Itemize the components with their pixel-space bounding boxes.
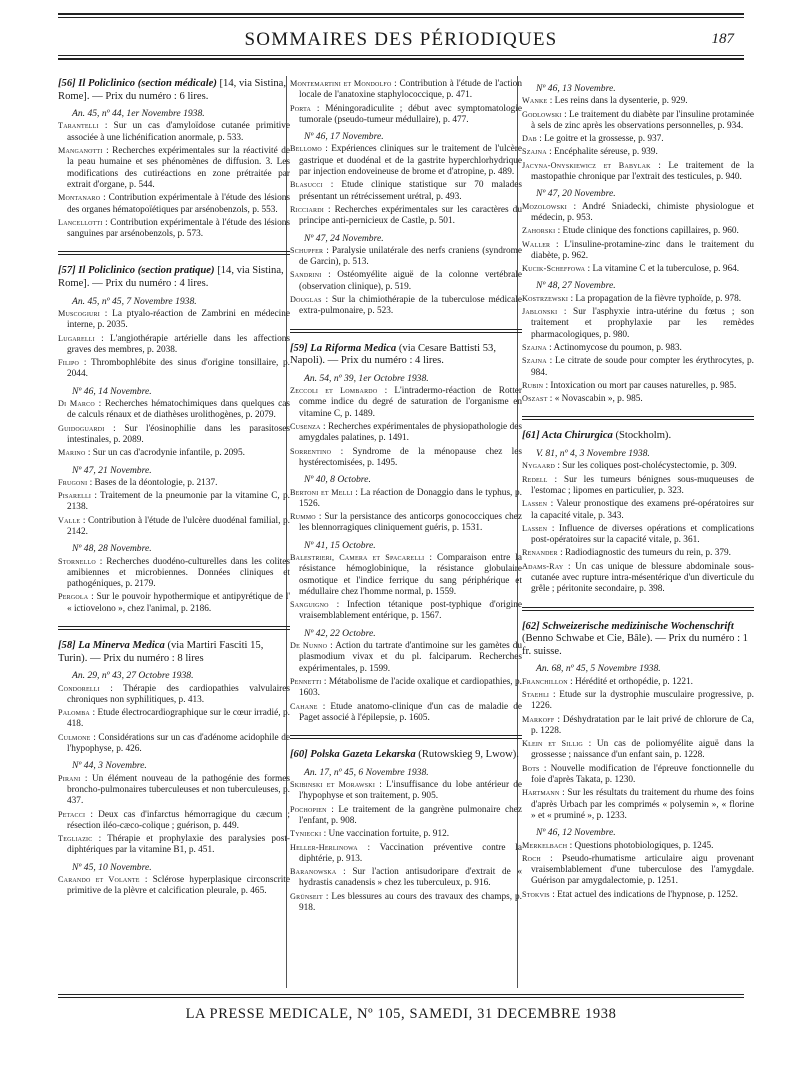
article-text: : Déshydratation par le lait privé de chlorure de Ca, p. 1228. [531, 714, 754, 736]
article-author: Szajna [522, 342, 547, 352]
article-entry [290, 828, 522, 840]
journal-heading [522, 621, 754, 659]
article-author: Pirani [58, 773, 81, 783]
article-entry [290, 842, 522, 866]
article-author: Tarantelli [58, 121, 99, 131]
article-text: : Deux cas d'infarctus hémorragique du cæcum ; résection iléo-cæco-colique ; guérison, p. 449. [67, 809, 290, 831]
article-author: Zeccoli et Lombardo [290, 386, 378, 396]
article-text: : Paralysie unilatérale des nerfs craniens (syndrome de Garcin), p. 513. [299, 245, 522, 268]
article-text: : Sur un cas d'amyloïdose cutanée primitive associée à une lichénification anormale, p. 533. [67, 121, 291, 143]
article-author: Pochopien [290, 804, 327, 814]
article-text: : Sur un cas d'acrodynie infantile, p. 2095. [87, 448, 245, 459]
article-entry [522, 547, 754, 559]
article-author: Petacci [58, 809, 86, 819]
article-author: Bellomo [290, 144, 322, 154]
issue-label: An. 45, nº 44, 1er Novembre 1938. [72, 108, 205, 120]
article-text: : Le traitement du diabète par l'insuline protaminée à sels de zinc après les observations personnelles, p. 934. [531, 109, 754, 131]
article-text: : Sur les tumeurs bénignes sous-muqueuses de l'estomac ; lipomes en particulier, p. 323. [531, 474, 754, 496]
section-separator [522, 416, 754, 420]
journal-details: [14, via Sistina, Rome]. — Prix du numéro : 4 lires. [58, 265, 284, 290]
article-author: Tegliazic [58, 834, 93, 844]
article-entry [290, 487, 522, 511]
article-author: Palomba [58, 708, 90, 718]
article-entry [522, 714, 754, 738]
article-entry [58, 308, 290, 332]
article-text: : Sur les résultats du traitement du rhume des foins d'après Urbach par les comprimés « polysemin », « florine » et « pruminé », p. 1233. [531, 788, 754, 821]
column-1 [58, 78, 290, 903]
article-entry [290, 891, 522, 915]
article-text: : Un cas unique de blessure abdominale sous-cutanée avec rupture intra-mésentérique d'un diverticule du grêle ; péritonite secondaire, p. 398. [531, 561, 754, 595]
article-entry [290, 78, 522, 102]
article-author: Douglas [290, 295, 322, 305]
journal-heading [58, 78, 290, 103]
article-author: Cusenza [290, 422, 321, 432]
article-author: Nygaard [522, 461, 555, 471]
article-author: Ricciardi [290, 204, 324, 214]
page-header [58, 0, 748, 60]
article-author: Lugarelli [58, 333, 95, 343]
issue-label: Nº 46, 12 Novembre. [536, 827, 616, 839]
article-entry [522, 498, 754, 522]
article-entry [290, 245, 522, 269]
article-author: Marino [58, 448, 86, 458]
article-entry [522, 840, 754, 852]
article-entry [58, 423, 290, 447]
article-author: Sorrentino [290, 446, 332, 456]
article-entry [290, 866, 522, 890]
article-entry [290, 204, 522, 228]
article-author: Szajna [522, 356, 547, 366]
article-entry [522, 561, 754, 596]
article-entry [290, 701, 522, 725]
article-text: : Bases de la déontologie, p. 2137. [89, 477, 218, 488]
article-entry [290, 143, 522, 178]
journal-heading [290, 749, 522, 762]
column-2 [290, 78, 522, 919]
article-text: : Contribution à l'étude de l'ulcère duodénal familial, p. 2142. [67, 515, 290, 537]
article-entry [290, 599, 522, 623]
article-author: Adams-Ray [522, 561, 564, 571]
article-text: : La vitamine C et la tuberculose, p. 964. [587, 264, 740, 275]
article-entry [58, 192, 290, 216]
article-entry [522, 160, 754, 184]
article-author: Montemartini et Mondolfo [290, 79, 392, 88]
article-author: Tyniecki [290, 829, 322, 839]
article-text: : La réaction de Donaggio dans le typhus, p. 1526. [299, 487, 523, 509]
article-text: : Etude sur la dystrophie musculaire progressive, p. 1226. [531, 689, 754, 712]
header-rule-top-thin [58, 17, 744, 18]
issue-label: Nº 46, 14 Novembre. [72, 385, 152, 397]
article-text: : Sur les coliques post-cholécystectomie, p. 309. [557, 461, 737, 472]
article-text: : Thrombophlébite des sinus d'origine tonsillaire, p. 2044. [67, 358, 290, 380]
journal-details: (via Cesare Battisti 53, Napoli). — Prix du numéro : 4 lires. [290, 342, 496, 367]
article-text: : Ostéomyélite aiguë de la colonne vertébrale (observation clinique), p. 519. [299, 270, 522, 292]
article-entry [58, 809, 290, 833]
article-author: De Nunno [290, 641, 328, 651]
article-entry [58, 874, 290, 898]
article-author: Renander [522, 548, 558, 558]
article-text: : Infection tétanique post-typhique d'origine vraisemblablement entérique, p. 1567. [299, 600, 523, 622]
article-entry [58, 333, 290, 357]
article-author: Guidoguardi [58, 423, 105, 433]
article-text: : L'angiothérapie artérielle dans les affections graves des membres, p. 2038. [67, 333, 290, 355]
journal-section [290, 78, 522, 318]
article-text: : Métabolisme de l'acide oxalique et cardiopathies, p. 1603. [299, 676, 523, 699]
journal-section [522, 430, 754, 595]
article-author: Stornello [58, 556, 96, 566]
article-entry [522, 355, 754, 379]
section-separator [58, 251, 290, 255]
article-author: Hartmann [522, 788, 560, 798]
journal-title: [57] Il Policlinico (section pratique) [58, 265, 215, 277]
issue-label: An. 45, nº 45, 7 Novembre 1938. [72, 295, 197, 307]
article-author: Kucik-Scheffowa [522, 264, 586, 274]
article-author: Szajna [522, 147, 547, 157]
article-entry [58, 490, 290, 514]
journal-details: (Stockholm). [615, 430, 672, 442]
article-text: : Pseudo-rhumatisme articulaire aigu provenant vraisemblablement d'une tuberculose des l'amygdale. Guérison par amygdalectomie, p. 1251. [531, 853, 754, 887]
article-entry [58, 477, 290, 489]
article-entry [522, 853, 754, 888]
journal-section [290, 343, 522, 725]
article-author: Oszast [522, 394, 548, 404]
issue-label: Nº 47, 21 Novembre. [72, 464, 152, 476]
article-entry [522, 676, 754, 688]
article-entry [58, 732, 290, 756]
issue-label: Nº 46, 17 Novembre. [304, 131, 384, 143]
article-text: : Sur l'action antisudoripare d'extrait de « hydrastis canadensis » chez les tuberculeux, p. 916. [299, 867, 523, 889]
article-entry [522, 787, 754, 822]
article-text: : L'insuline-protamine-zinc dans le traitement du diabète, p. 962. [531, 239, 754, 261]
article-author: Staehli [522, 689, 550, 699]
article-text: : Thérapie des cardiopathies valvulaires chroniques non syphilitiques, p. 413. [67, 683, 290, 705]
article-text: : Encéphalite séreuse, p. 939. [549, 147, 658, 158]
article-text: : Un cas de poliomyélite aiguë dans la grossesse ; naissance d'un enfant sain, p. 1228. [531, 739, 754, 761]
article-author: Stokvis [522, 889, 550, 899]
article-author: Pennetti [290, 676, 322, 686]
issue-label: An. 68, nº 45, 5 Novembre 1938. [536, 663, 661, 675]
article-text: : Contribution expérimentale à l'étude des lésions sanguines par arsénobenzols, p. 573. [67, 217, 291, 240]
article-entry [522, 146, 754, 158]
article-text: : « Novascabin », p. 985. [549, 394, 643, 405]
article-entry [522, 738, 754, 762]
article-entry [290, 294, 522, 318]
issue-label: Nº 48, 27 Novembre. [536, 280, 616, 292]
journal-title: [62] Schweizerische medizinische Wochenschrift [522, 620, 734, 632]
journal-heading [522, 430, 754, 443]
article-author: Blasucci [290, 180, 323, 190]
article-author: Kostrzewski [522, 293, 569, 303]
article-author: Redell [522, 474, 548, 484]
journal-details: [14, via Sistina, Rome]. — Prix du numéro : 6 lires. [58, 78, 287, 102]
article-author: Frugoni [58, 477, 88, 487]
article-author: Grünseit [290, 891, 323, 901]
article-entry [58, 683, 290, 707]
issue-label: Nº 42, 22 Octobre. [304, 627, 376, 639]
journal-section [58, 640, 290, 898]
section-separator [290, 735, 522, 739]
article-text: : Les reins dans la dysenterie, p. 929. [549, 96, 688, 107]
article-text: : André Sniadecki, chimiste physiologue et médecin, p. 953. [531, 201, 754, 223]
issue-label: Nº 48, 28 Novembre. [72, 543, 152, 555]
article-entry [290, 552, 522, 598]
article-entry [522, 95, 754, 107]
article-text: : Recherches expérimentales de physiopathologie des amygdales palatines, p. 1491. [299, 422, 523, 444]
article-text: : Recherches expérimentales sur la réactivité de la peau humaine et ses phénomènes de diffusion. 3. Les modifications des cutiréactions en zone prétraitée par extrait d'organe, p. 544. [67, 146, 290, 190]
article-author: Lancellotti [58, 217, 103, 227]
journal-section [522, 83, 754, 405]
column-3 [522, 78, 754, 906]
article-entry [290, 804, 522, 828]
article-text: : Contribution à l'étude de l'action locale de l'anatoxine staphylococcique, p. 471. [299, 79, 522, 101]
article-text: : Le citrate de soude pour compter les érythrocytes, p. 984. [531, 356, 754, 378]
journal-title: [61] Acta Chirurgica [522, 430, 613, 442]
journal-section [58, 265, 290, 615]
article-entry [522, 293, 754, 305]
header-rule-bottom [58, 55, 744, 56]
article-entry [58, 833, 290, 857]
article-author: Merkelbach [522, 840, 568, 850]
issue-label: Nº 41, 15 Octobre. [304, 539, 376, 551]
issue-label: V. 81, nº 4, 3 Novembre 1938. [536, 448, 650, 460]
article-author: Heller-Herlinowa [290, 842, 358, 852]
issue-label: An. 29, nº 43, 27 Octobre 1938. [72, 670, 194, 682]
issue-label: Nº 45, 10 Novembre. [72, 861, 152, 873]
article-author: Waller [522, 239, 551, 249]
article-entry [58, 357, 290, 381]
article-text: : Le goitre et la grossesse, p. 937. [539, 134, 664, 145]
journal-heading [58, 640, 290, 665]
article-text: : Sclérose hyperplasique circonscrite primitive de la plèvre et calcification pleurale, p. 465. [67, 875, 290, 897]
journal-title: [58] La Minerva Medica [58, 640, 165, 652]
article-entry [522, 474, 754, 498]
article-text: : La propagation de la fièvre typhoïde, p. 978. [570, 293, 742, 304]
article-text: : L'insuffisance du lobe antérieur de l'hypophyse et son traitement, p. 905. [299, 780, 523, 802]
article-text: : Etude clinique des fonctions capillaires, p. 960. [557, 226, 739, 237]
article-text: : Intoxication ou mort par causes naturelles, p. 985. [545, 380, 737, 391]
article-entry [522, 889, 754, 901]
article-text: : Traitement de la pneumonie par la vitamine C, p. 2138. [67, 491, 290, 513]
article-text: : L'intradermo-réaction de Rotter comme indice du degré de saturation de l'organisme en vitamine C, p. 1489. [299, 386, 523, 419]
article-entry [522, 239, 754, 263]
article-entry [522, 460, 754, 472]
article-text: : Recherches hématochimiques dans quelques cas de calculs rénaux et de diathèses urolithogènes, p. 2079. [67, 399, 290, 421]
article-text: : Méningoradiculite ; début avec symptomatologie tumorale (pseudo-tumeur médullaire), p. 477. [299, 103, 522, 125]
article-text: : Nouvelle modification de l'épreuve fonctionnelle du foie d'après Takata, p. 1230. [531, 763, 754, 786]
article-author: Klein et Sillig [522, 739, 583, 749]
article-author: Pisarelli [58, 491, 92, 501]
article-entry [522, 306, 754, 341]
article-entry [290, 179, 522, 203]
article-text: : Sur le pouvoir hypothermique et antipyrétique de l' « ictiovelono », chez l'animal, p. 2186. [67, 592, 290, 614]
journal-details: (Rutowskieg 9, Lwow). [418, 749, 519, 761]
article-text: : Actinomycose du poumon, p. 983. [549, 342, 682, 353]
article-entry [58, 447, 290, 459]
article-entry [290, 640, 522, 675]
article-entry [58, 773, 290, 808]
article-text: : Valeur pronostique des examens pré-opératoires sur la capacité vitale, p. 343. [531, 499, 754, 521]
issue-label: Nº 46, 13 Novembre. [536, 83, 616, 94]
article-entry [522, 133, 754, 145]
article-entry [522, 523, 754, 547]
article-entry [290, 421, 522, 445]
header-rule-bottom-thick [58, 58, 744, 60]
article-entry [58, 398, 290, 422]
article-entry [522, 763, 754, 787]
article-text: : Radiodiagnostic des tumeurs du rein, p. 379. [560, 548, 731, 559]
article-author: Godlowski [522, 109, 562, 119]
article-author: Di Marco [58, 399, 95, 409]
article-entry [290, 446, 522, 470]
journal-title: [56] Il Policlinico (section médicale) [58, 78, 217, 89]
article-entry [290, 779, 522, 803]
article-entry [522, 380, 754, 392]
article-entry [522, 263, 754, 275]
article-entry [58, 707, 290, 731]
article-author: Valle [58, 515, 81, 525]
article-entry [522, 201, 754, 225]
article-author: Jacyna-Onyskiewicz et Babylak [522, 160, 651, 170]
article-author: Skibinski et Morawski [290, 780, 376, 790]
footer-text: LA PRESSE MEDICALE, Nº 105, SAMEDI, 31 DECEMBRE 1938 [185, 1006, 617, 1022]
article-entry [58, 591, 290, 615]
article-text: : Recherches duodéno-culturelles dans les colites amibiennes et microbiennes. Données cliniques et pathogéniques, p. 2179. [67, 556, 290, 590]
article-author: Baranowska [290, 867, 337, 877]
article-entry [290, 511, 522, 535]
article-author: Condorelli [58, 683, 100, 693]
journal-section [290, 749, 522, 914]
issue-label: An. 54, nº 39, 1er Octobre 1938. [304, 372, 429, 384]
article-entry [522, 225, 754, 237]
article-author: Montanaro [58, 193, 101, 203]
article-author: Lassen [522, 523, 548, 533]
article-entry [58, 217, 290, 241]
journal-section [58, 78, 290, 240]
journal-details: (Benno Schwabe et Cie, Bâle). — Prix du numéro : 1 fr. suisse. [522, 633, 748, 657]
article-text: : Expériences cliniques sur le traitement de l'ulcère gastrique et duodénal et de la gastrite hyperchlorhydrique par injection endoveineuse de brome et d'atropine, p. 489. [299, 144, 523, 178]
article-author: Carando et Volante [58, 875, 140, 884]
article-text: : Vaccination préventive contre la diphtérie, p. 913. [299, 842, 522, 864]
article-text: : Etude anatomo-clinique d'un cas de maladie de Paget associé à l'épilepsie, p. 1605. [299, 701, 523, 723]
article-author: Porta [290, 103, 312, 113]
article-entry [522, 689, 754, 713]
article-author: Sanguigno [290, 600, 329, 610]
article-entry [58, 515, 290, 539]
header-rule-top [58, 13, 744, 15]
article-author: Manganotti [58, 146, 103, 156]
issue-label: Nº 40, 8 Octobre. [304, 474, 371, 486]
article-text: : Etude clinique statistique sur 70 malades présentant un rétrécissement urétral, p. 493. [299, 180, 523, 202]
article-author: Rummo [290, 512, 316, 522]
page-footer [58, 994, 744, 1023]
article-entry [290, 269, 522, 293]
journal-details: (via Martiri Fasciti 15, Turin). — Prix du numéro : 8 lires [58, 640, 264, 664]
article-text: : Une vaccination fortuite, p. 912. [323, 829, 450, 840]
article-text: : Etude électrocardiographique sur le cœur irradié, p. 418. [67, 708, 290, 730]
article-entry [58, 120, 290, 144]
page-number: 187 [711, 31, 734, 47]
article-author: Zahorski [522, 226, 556, 236]
article-author: Rubin [522, 380, 544, 390]
article-text: : Contribution expérimentale à l'étude des lésions des organes hématopoïétiques par arsénobenzols, p. 553. [67, 193, 291, 215]
article-text: : Thérapie et prophylaxie des paralysies post-diphtériques par la vitamine B1, p. 451. [67, 834, 291, 856]
section-separator [58, 626, 290, 630]
journal-heading [58, 265, 290, 290]
article-entry [522, 393, 754, 405]
article-author: Jablonski [522, 307, 558, 317]
article-entry [58, 145, 290, 191]
article-author: Franchillon [522, 676, 568, 686]
journal-heading [290, 343, 522, 368]
article-text: : Un élément nouveau de la pathogénie des formes broncho-pulmonaires tuberculeuses et non tuberculeuses, p. 437. [67, 773, 290, 807]
article-text: : Considérations sur un cas d'adénome acidophile de l'hypophyse, p. 426. [67, 732, 290, 755]
article-author: Dab [522, 134, 537, 144]
article-author: Schupfer [290, 245, 324, 255]
article-text: : Sur la persistance des anticorps gonococciques chez les blennorragiques cliniquement guéris, p. 1531. [299, 512, 522, 534]
article-text: : Le traitement de la mastopathie chronique par l'extrait des testicules, p. 940. [531, 160, 754, 183]
article-entry [522, 109, 754, 133]
article-text: : Sur l'asphyxie intra-utérine du fœtus ; son traitement et prophylaxie par les remèdes pharmacologiques, p. 980. [531, 307, 754, 340]
article-text: : Etat actuel des indications de l'hypnose, p. 1252. [552, 889, 738, 900]
article-author: Filipo [58, 358, 80, 368]
article-author: Roch [522, 853, 541, 863]
section-separator [522, 607, 754, 611]
issue-label: Nº 47, 24 Novembre. [304, 232, 384, 244]
article-text: : Sur l'éosinophilie dans les parasitoses intestinales, p. 2089. [67, 423, 291, 445]
article-author: Sandrini [290, 270, 322, 280]
issue-label: An. 17, nº 45, 6 Novembre 1938. [304, 766, 429, 778]
article-text: : Recherches expérimentales sur les caractères du principe anti-pernicieux de Castle, p. 501. [299, 204, 522, 227]
article-author: Bots [522, 763, 540, 773]
article-author: Muscogiuri [58, 308, 100, 318]
article-text: : Les blessures au cours des travaux des champs, p. 918. [299, 891, 522, 913]
article-author: Wanke [522, 96, 548, 106]
article-text: : Comparaison entre la résistance hémoglobinique, la résistance globulaire osmotique et l'indice ferrique du sang périphérique et médullaire chez l'homme normal, p. 1559. [299, 552, 523, 597]
article-text: : Sur la chimiothérapie de la tuberculose médicale extra-pulmonaire, p. 523. [299, 295, 522, 317]
article-entry [522, 342, 754, 354]
article-text: : La ptyalo-réaction de Zambrini en médecine interne, p. 2035. [67, 308, 290, 331]
journal-title: [60] Polska Gazeta Lekarska [290, 749, 416, 761]
article-text: : Hérédité et orthopédie, p. 1221. [570, 676, 693, 687]
article-text: : Influence de diverses opérations et complications post-opératoires sur la capacité vitale, p. 361. [531, 523, 754, 546]
issue-label: Nº 47, 20 Novembre. [536, 188, 616, 200]
article-text: : Action du tartrate d'antimoine sur les gamètes du plasmodium vivax et du pl. falciparum. Recherches expérimentales, p. 1599. [299, 641, 522, 674]
article-author: Culmone [58, 732, 91, 742]
page-title: SOMMAIRES DES PÉRIODIQUES [244, 29, 558, 50]
article-author: Cahane [290, 701, 318, 711]
article-text: : Syndrome de la ménopause chez les hystérectomisées, p. 1495. [299, 446, 522, 468]
issue-label: Nº 44, 3 Novembre. [72, 760, 147, 772]
journal-title: [59] La Riforma Medica [290, 342, 397, 354]
article-entry [290, 385, 522, 420]
article-author: Lassen [522, 499, 548, 509]
article-author: Markoff [522, 714, 555, 724]
article-entry [290, 103, 522, 127]
footer-rule [58, 994, 744, 998]
article-author: Balestrieri, Camera et Spacarelli [290, 552, 425, 562]
journal-section [522, 621, 754, 901]
article-author: Pergola [58, 592, 89, 602]
section-separator [290, 329, 522, 333]
article-author: Bertoni et Melli [290, 487, 353, 497]
article-author: Mozolowski [522, 201, 567, 211]
article-entry [290, 676, 522, 700]
article-entry [58, 556, 290, 591]
article-text: : Le traitement de la gangrène pulmonaire chez l'enfant, p. 908. [299, 804, 523, 826]
article-text: : Questions photobiologiques, p. 1245. [569, 840, 714, 851]
